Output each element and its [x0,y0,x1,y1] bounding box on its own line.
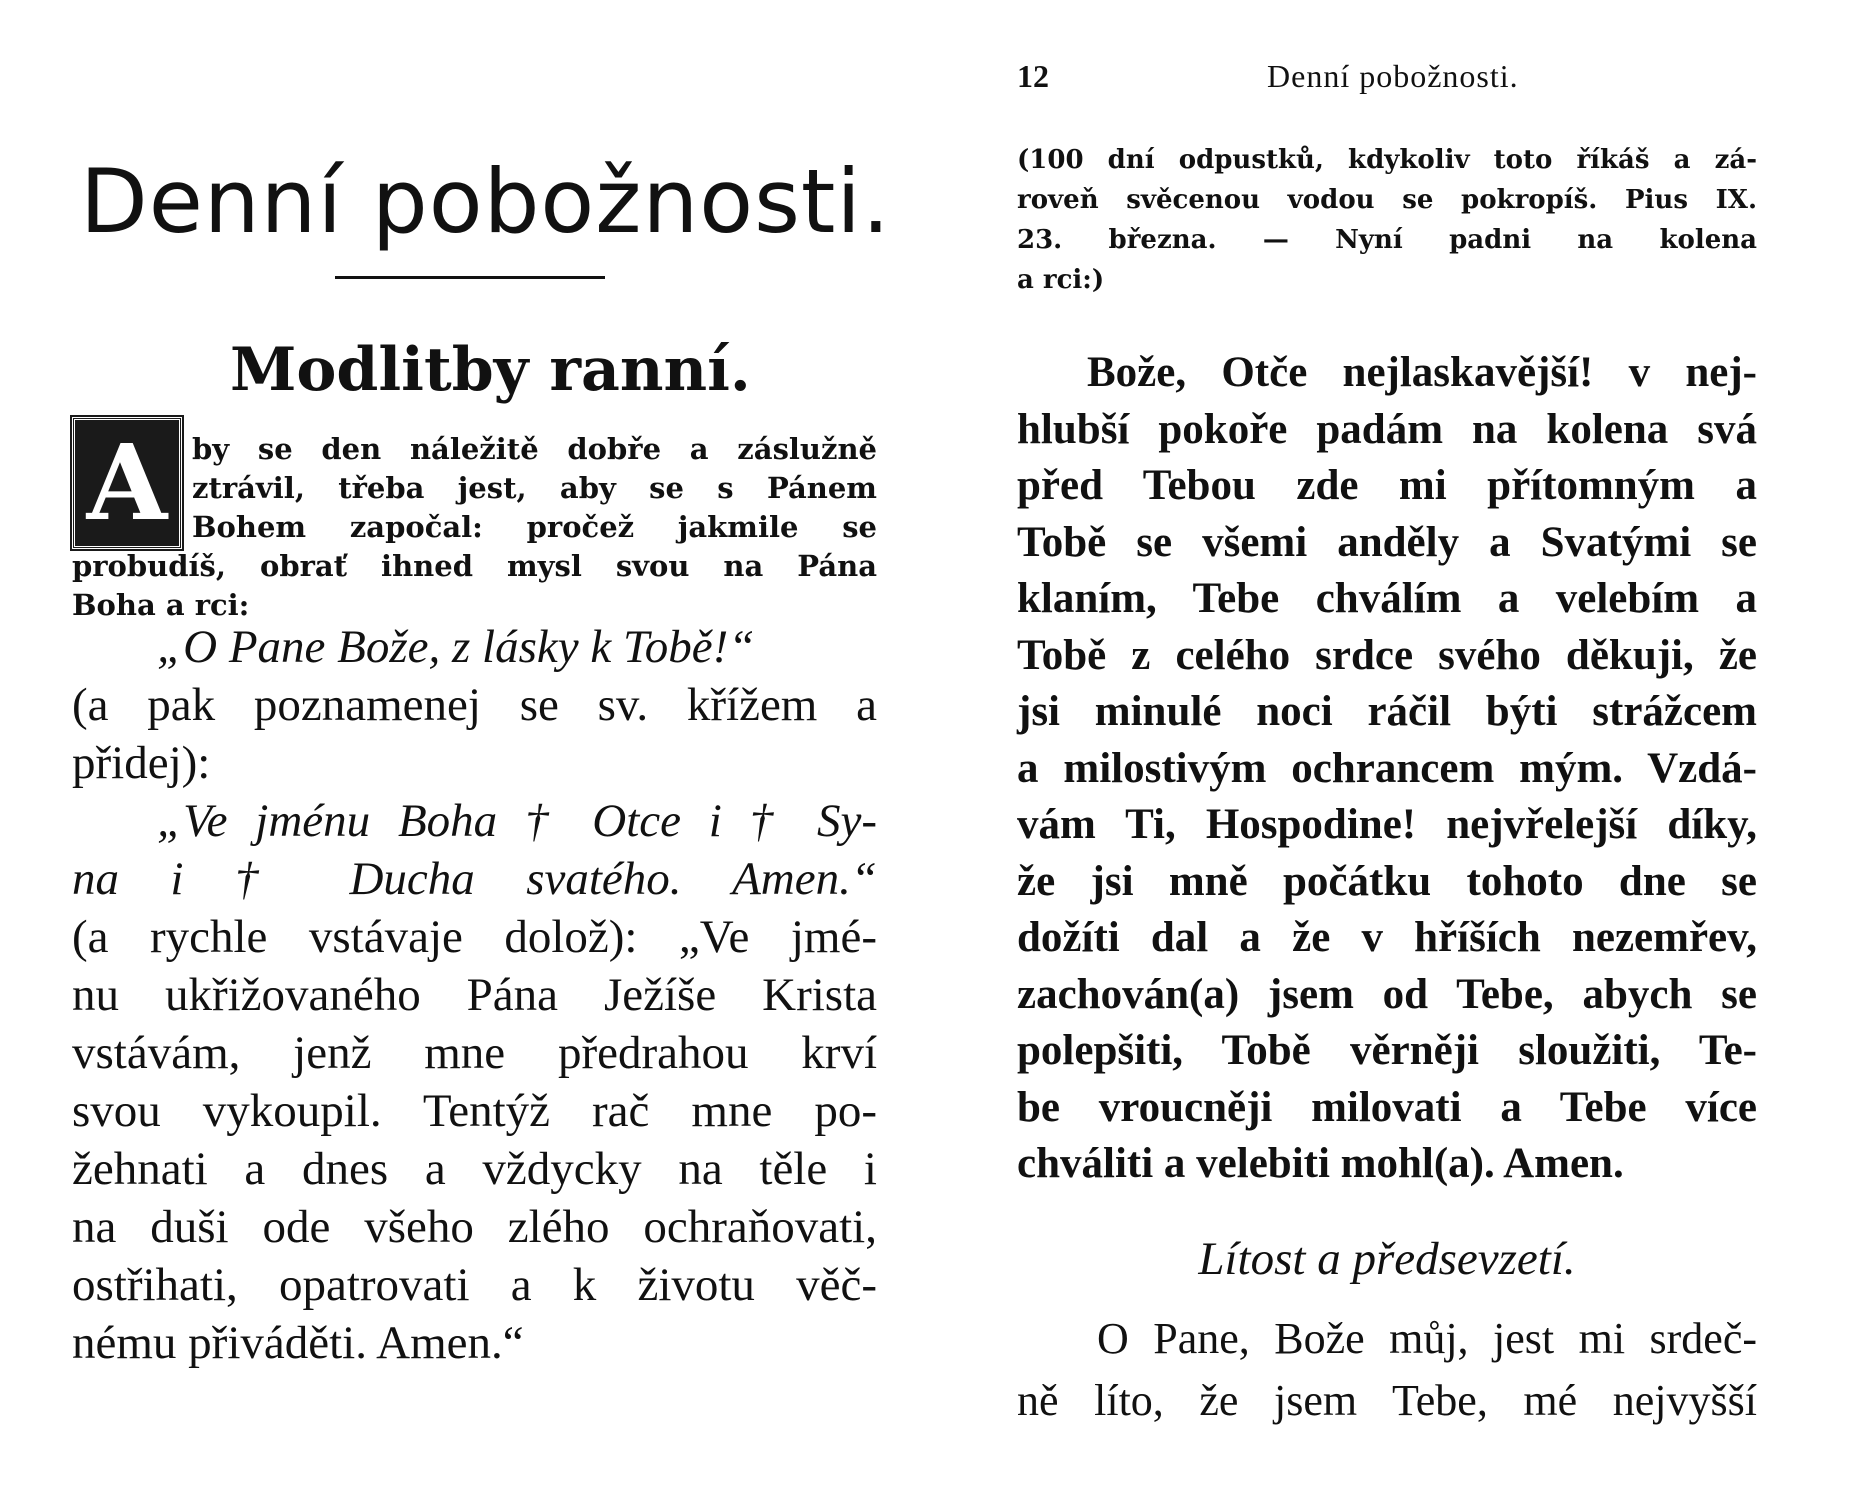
intro-line: Boha a rci: [72,588,250,622]
indulgence-note [1017,140,1757,300]
body-line: ostřihati, opatrovati a k životu věč- [72,1259,877,1311]
note-line: (100 dní odpustků, kdykoliv toto říkáš a zá- [1017,145,1757,175]
body-line: na i † Ducha svatého. Amen.“ [72,853,877,905]
body-line: „Ve jménu Boha † Otce i † Sy- [157,795,877,847]
intro-line: ztrávil, třeba jest, aby se s Pánem [192,471,877,505]
right-page [931,0,1862,1500]
section-title: Modlitby ranní. [230,335,751,405]
intro-line: probudíš, obrať ihned mysl svou na Pána [72,549,877,583]
body-line: (a rychle vstávaje dolož): „Ve jmé- [72,911,877,963]
prayer-line: Tobě se všemi anděly a Svatými se [1017,518,1757,566]
body-line: nu ukřižovaného Pána Ježíše Krista [72,969,877,1021]
morning-prayer [1017,345,1757,1193]
body-line: (a pak poznamenej se sv. křížem a [72,679,877,731]
prayer2-line: O Pane, Bože můj, jest mi srdeč- [1097,1314,1757,1363]
prayer-line: Bože, Otče nejlaskavější! v nej- [1087,349,1757,396]
intro-line: Bohem započal: pročež jakmile se [192,510,877,544]
body-line: „O Pane Bože, z lásky k Tobě!“ [157,621,755,673]
part-title: Denní pobožnosti. [80,150,891,253]
note-line: 23. března. — Nyní padni na kolena [1017,225,1757,255]
note-line: a rci:) [1017,265,1105,295]
prayer-line: polepšiti, Tobě věrněji sloužiti, Te- [1017,1027,1757,1074]
prayer-line: před Tebou zde mi přítomným a [1017,462,1757,509]
note-line: roveň svěcenou vodou se pokropíš. Pius IX. [1017,185,1757,215]
prayer-line: Tobě z celého srdce svého děkuji, že [1017,631,1757,679]
intro-paragraph [72,430,877,625]
prayer-line: klaním, Tebe chválím a velebím a [1017,575,1757,622]
prayer2-line: ně líto, že jsem Tebe, mé nejvyšší [1017,1376,1757,1425]
body-line: svou vykoupil. Tentýž rač mne po- [72,1085,877,1137]
body-line: nému přiváděti. Amen.“ [72,1317,524,1369]
body-line: přidej): [72,737,211,789]
page-number: 12 [1017,58,1049,94]
prayer-line: zachován(a) jsem od Tebe, abych se [1017,970,1757,1018]
intro-line: by se den náležitě dobře a záslužně [192,432,877,466]
prayer-line: že jsi mně počátku tohoto dne se [1017,857,1757,905]
prayer-line: a milostivým ochrancem mým. Vzdá- [1017,744,1757,792]
running-head-title: Denní pobožnosti. [1267,58,1519,94]
prayer-line: hlubší pokoře padám na kolena svá [1017,405,1757,453]
prayer-body [72,618,877,1372]
prayer-line: be vroucněji milovati a Tebe více [1017,1083,1757,1131]
prayer-line: jsi minulé noci ráčil býti strážcem [1017,688,1757,735]
prayer-line: chváliti a velebiti mohl(a). Amen. [1017,1140,1624,1187]
body-line: na duši ode všeho zlého ochraňovati, [72,1201,877,1253]
subheading: Lítost a předsevzetí. [1198,1233,1576,1285]
title-rule [335,276,605,279]
body-line: vstávám, jenž mne předrahou krví [72,1027,877,1079]
prayer-line: dožíti dal a že v hříších nezemřev, [1017,914,1757,961]
decorated-initial: A [72,417,182,549]
body-line: žehnati a dnes a vždycky na těle i [72,1143,877,1195]
prayer-line: vám Ti, Hospodine! nejvřelejší díky, [1017,801,1757,848]
contrition-prayer [1017,1308,1757,1432]
